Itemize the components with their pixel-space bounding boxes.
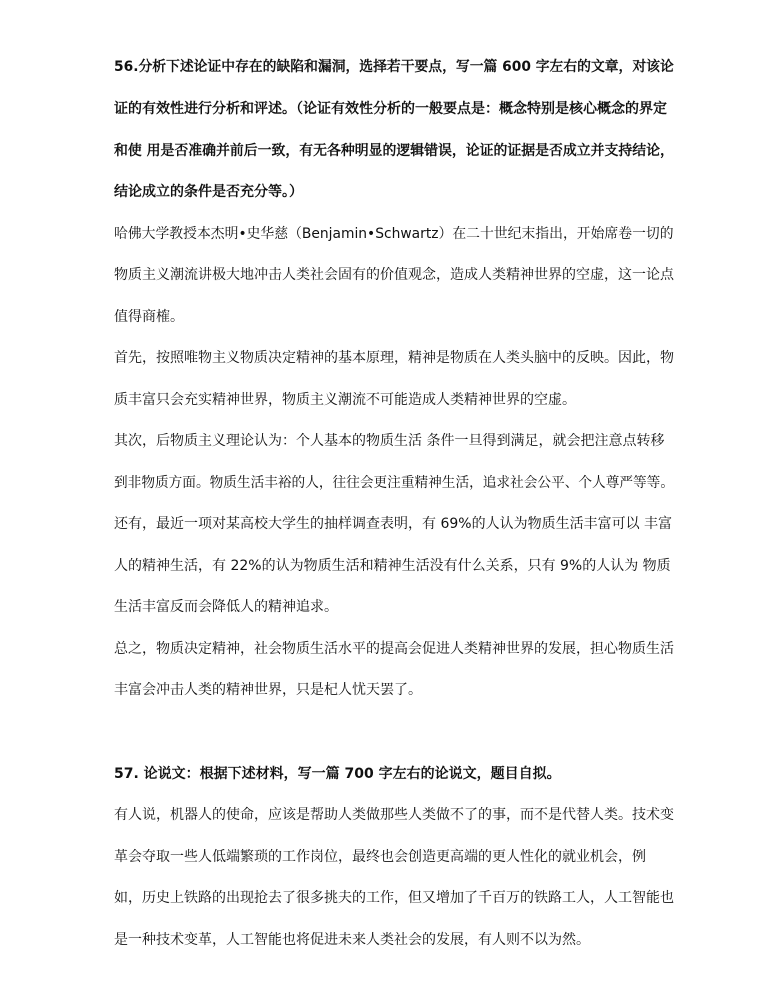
q56-prompt-line-3: 和使 用是否准确并前后一致，有无各种明显的逻辑错误，论证的证据是否成立并支持结论， — [114, 143, 674, 159]
q56-body-line-5: 质丰富只会充实精神世界，物质主义潮流不可能造成人类精神世界的空虚。 — [114, 392, 576, 408]
q56-body-line-10: 生活丰富反而会降低人的精神追求。 — [114, 599, 338, 615]
q57-prompt: 57. 论说文：根据下述材料，写一篇 700 字左右的论说文，题目自拟。 — [114, 766, 561, 782]
q57-body-line-4: 是一种技术变革，人工智能也将促进未来人类社会的发展，有人则不以为然。 — [114, 932, 590, 948]
q56-body-line-11: 总之，物质决定精神，社会物质生活水平的提高会促进人类精神世界的发展，担心物质生活 — [114, 641, 674, 657]
q56-body-line-9: 人的精神生活，有 22%的认为物质生活和精神生活没有什么关系，只有 9%的人认为 物质 — [114, 558, 671, 574]
q56-body-line-6: 其次，后物质主义理论认为：个人基本的物质生活 条件一旦得到满足，就会把注意点转移 — [114, 433, 665, 449]
q56-body-line-7: 到非物质方面。物质生活丰裕的人，往往会更注重精神生活，追求社会公平、个人尊严等等。 — [114, 475, 674, 491]
q56-body-line-8: 还有，最近一项对某高校大学生的抽样调查表明，有 69%的人认为物质生活丰富可以 丰富 — [114, 516, 673, 532]
q56-body-line-3: 值得商榷。 — [114, 309, 184, 325]
q57-body-line-2: 革会夺取一些人低端繁琐的工作岗位，最终也会创造更高端的更人性化的就业机会，例 — [114, 849, 646, 865]
q56-body-line-12: 丰富会冲击人类的精神世界，只是杞人忧天罢了。 — [114, 682, 422, 698]
q56-prompt-line-1: 56.分析下述论证中存在的缺陷和漏洞，选择若干要点，写一篇 600 字左右的文章，对该论 — [114, 59, 674, 75]
q56-body-line-4: 首先，按照唯物主义物质决定精神的基本原理，精神是物质在人类头脑中的反映。因此，物 — [114, 350, 674, 366]
q56-body-line-2: 物质主义潮流讲极大地冲击人类社会固有的价值观念，造成人类精神世界的空虚，这一论点 — [114, 267, 674, 283]
q56-body-line-1: 哈佛大学教授本杰明•史华慈（Benjamin•Schwartz）在二十世纪末指出，开始席卷一切的 — [114, 226, 674, 242]
q56-prompt-line-2: 证的有效性进行分析和评述。（论证有效性分析的一般要点是：概念特别是核心概念的界定 — [114, 101, 667, 117]
q57-body-line-3: 如，历史上铁路的出现抢去了很多挑夫的工作，但又增加了千百万的铁路工人，人工智能也 — [114, 890, 674, 906]
q56-prompt-line-4: 结论成立的条件是否充分等。） — [114, 184, 303, 200]
q57-body-line-1: 有人说，机器人的使命，应该是帮助人类做那些人类做不了的事，而不是代替人类。技术变 — [114, 807, 674, 823]
